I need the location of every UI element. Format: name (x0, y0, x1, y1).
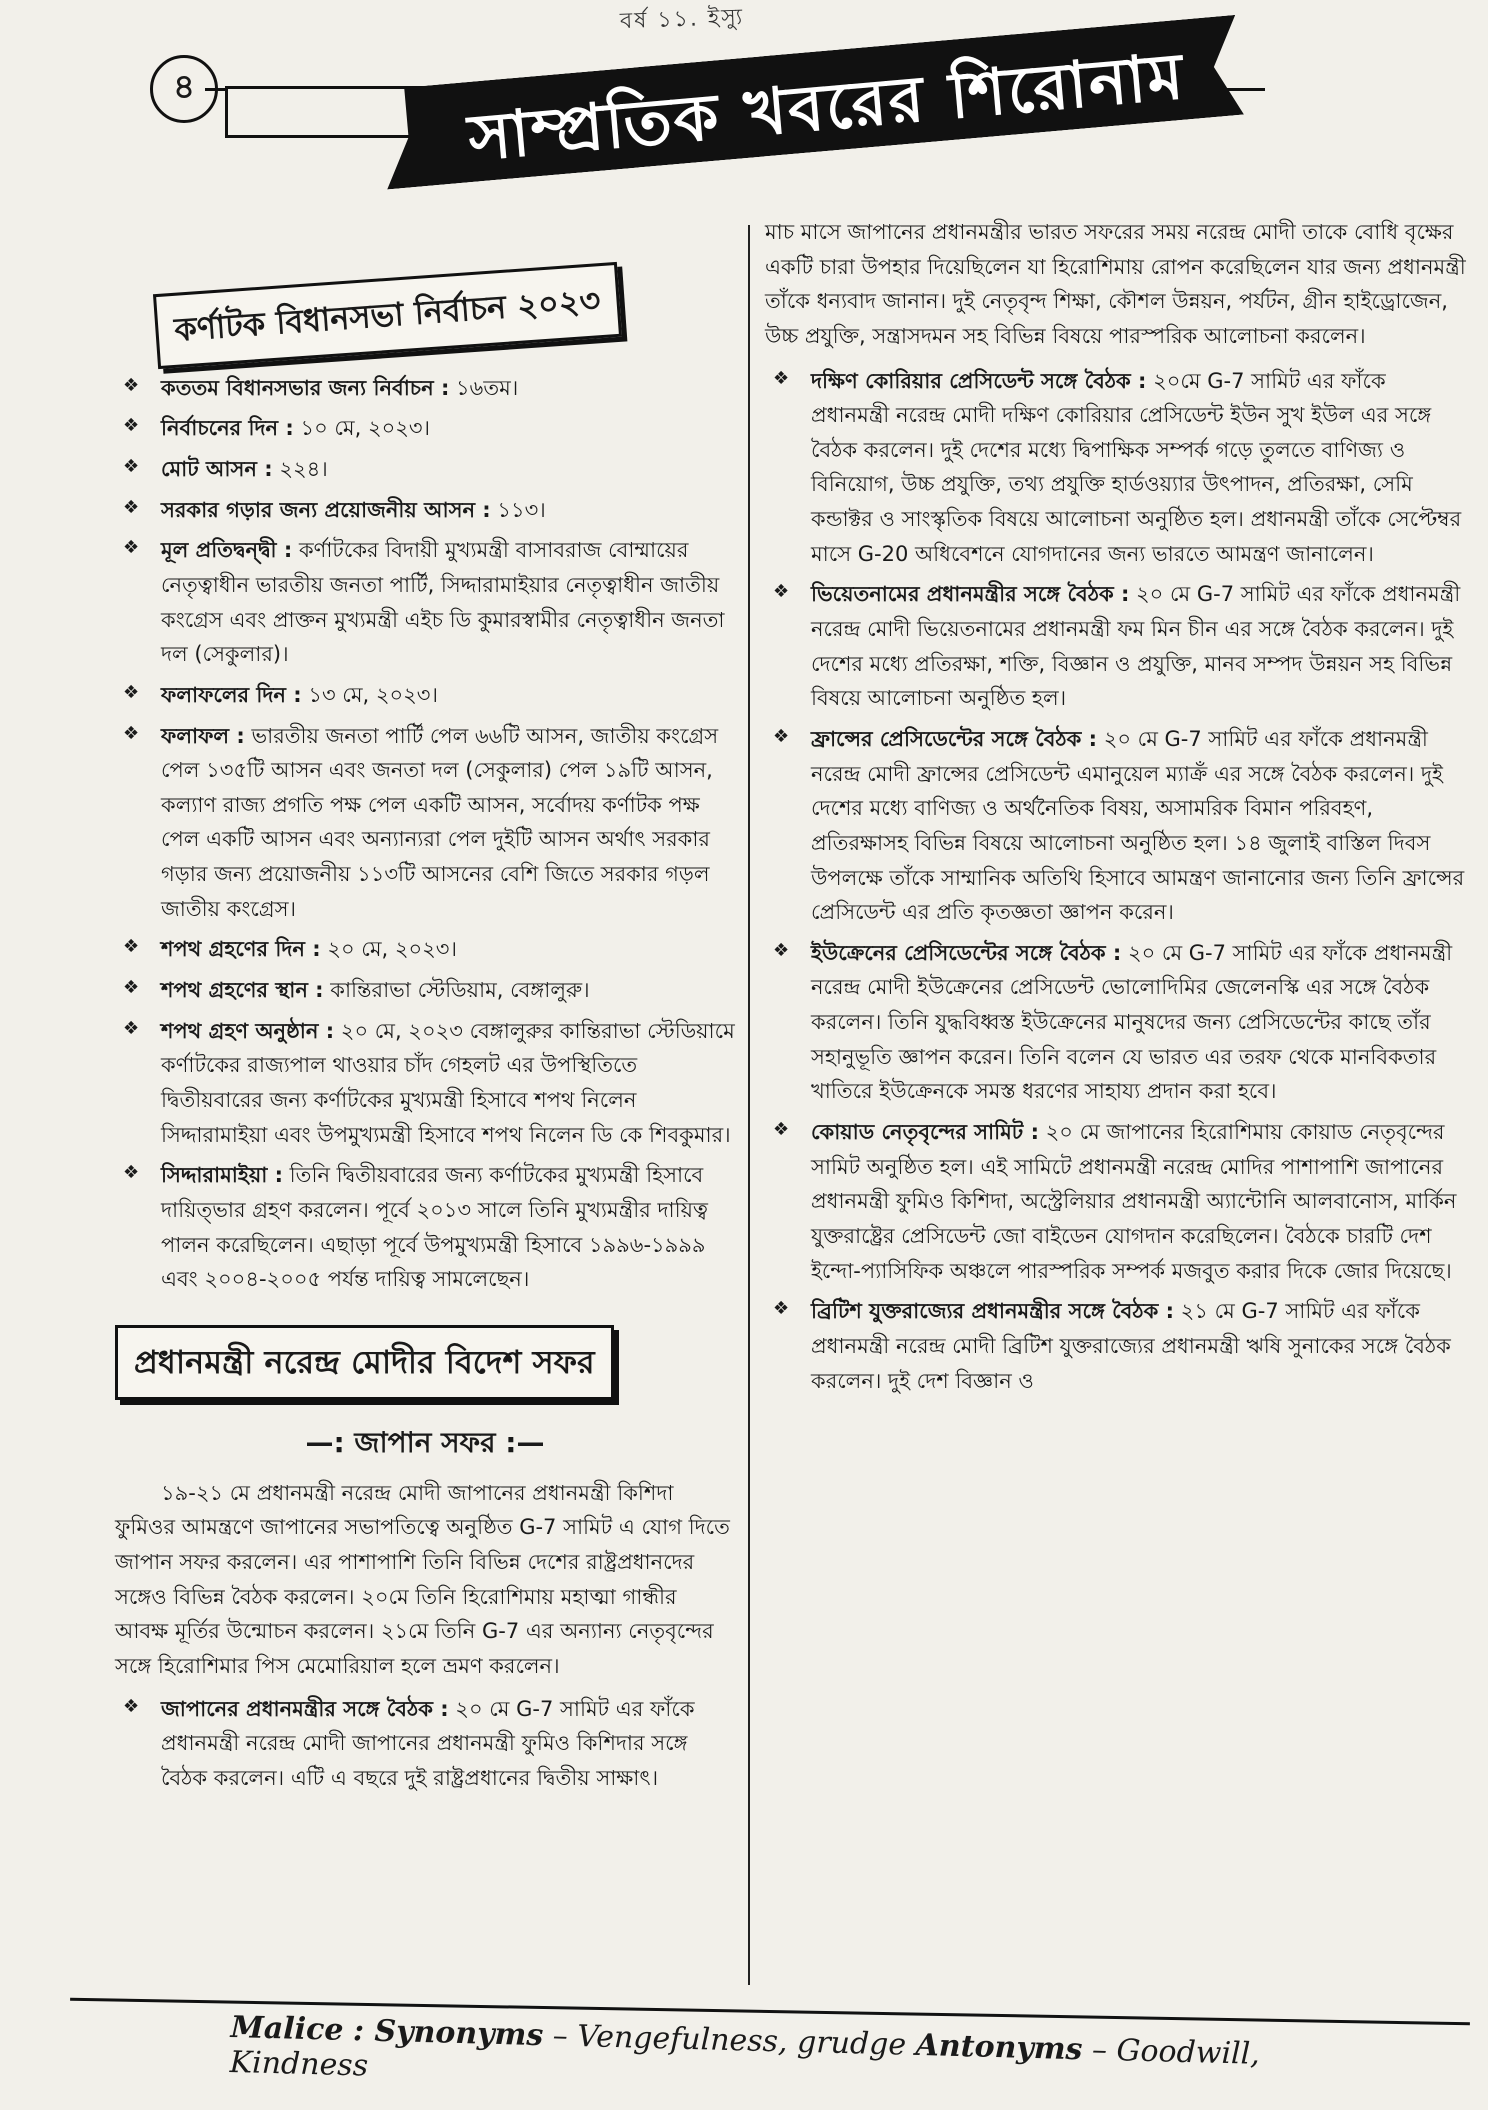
karnataka-section-title: কর্ণাটক বিধানসভা নির্বাচন ২০২৩ (153, 262, 622, 369)
fact-value: ভারতীয় জনতা পার্টি পেল ৬৬টি আসন, জাতীয় কংগ্রেস পেল ১৩৫টি আসন এবং জনতা দল (সেকুলার) পেল ১৯টি আসন, কল্যাণ রাজ্য প্রগতি পক্ষ পেল একটি আসন, সর্বোদয় কর্ণাটক পক্ষ পেল একটি আসন এবং অন্যান্যরা পেল দুইটি আসন অর্থাৎ সরকার গড়ার জন্য প্রয়োজনীয় ১১৩টি আসনের বেশি জিতে সরকার গড়ল জাতীয় কংগ্রেস। (161, 723, 719, 921)
list-item (765, 936, 1470, 1109)
list-item (115, 1158, 735, 1297)
fact-value: ১০ মে, ২০২৩। (293, 416, 431, 441)
meeting-key: ইউক্রেনের প্রেসিডেন্টের সঙ্গে বৈঠক : (811, 940, 1122, 965)
synonyms-values: – Vengefulness, grudge (552, 2018, 907, 2063)
fact-key: মোট আসন : (161, 457, 273, 482)
list-item (115, 932, 735, 967)
list-item (115, 678, 735, 713)
fact-key: সিদ্দারামাইয়া : (161, 1163, 283, 1188)
list-item (115, 452, 735, 487)
fact-value: ২২৪। (272, 457, 328, 482)
right-column (765, 215, 1470, 1404)
meeting-value: ২০ মে G-7 সামিট এর ফাঁকে প্রধানমন্ত্রী নরেন্দ্র মোদী ফ্রান্সের প্রেসিডেন্ট এমানুয়েল ম্যাক্রঁ এর সঙ্গে বৈঠক করলেন। দুই দেশের মধ্যে বাণিজ্য ও অর্থনৈতিক বিষয়, অসামরিক বিমান পরিবহণ, প্রতিরক্ষাসহ বিভিন্ন বিষয়ে আলোচনা অনুষ্ঠিত হল। ১৪ জুলাই বাস্তিল দিবস উপলক্ষে তাঁকে সাম্মানিক অতিথি হিসাবে আমন্ত্রণ জানানোর জন্য তিনি ফ্রান্সের প্রেসিডেন্ট এর প্রতি কৃতজ্ঞতা জ্ঞাপন করেন। (811, 726, 1465, 925)
fact-key: সরকার গড়ার জন্য প্রয়োজনীয় আসন : (161, 497, 491, 522)
fact-value: কান্তিরাভা স্টেডিয়াম, বেঙ্গালুরু। (323, 978, 590, 1003)
list-item (115, 1692, 735, 1796)
list-item (115, 411, 735, 446)
vocab-word: Malice (230, 2009, 344, 2048)
vocabulary-footer: Malice : Synonyms – Vengefulness, grudge Antonyms – Goodwill, Kindness (229, 2009, 1261, 2084)
fact-key: ফলাফলের দিন : (161, 682, 302, 707)
meeting-value: ২১ মে G-7 সামিট এর ফাঁকে প্রধানমন্ত্রী নরেন্দ্র মোদী ব্রিটিশ যুক্তরাজ্যের প্রধানমন্ত্রী ঋষি সুনাকের সঙ্গে বৈঠক করলেন। দুই দেশ বিজ্ঞান ও (811, 1299, 1451, 1393)
list-item (115, 493, 735, 528)
banner-title: সাম্প্রতিক খবরের শিরোনাম (465, 39, 1188, 177)
fact-value: ১৬তম। (449, 375, 519, 400)
meeting-key: ভিয়েতনামের প্রধানমন্ত্রীর সঙ্গে বৈঠক : (811, 582, 1130, 607)
modi-trip-section-title: প্রধানমন্ত্রী নরেন্দ্র মোদীর বিদেশ সফর (115, 1325, 614, 1400)
fact-key: কততম বিধানসভার জন্য নির্বাচন : (161, 375, 450, 400)
list-item (115, 371, 735, 406)
fact-key: শপথ গ্রহণ অনুষ্ঠান : (161, 1018, 335, 1043)
list-item (115, 973, 735, 1008)
fact-value: তিনি দ্বিতীয়বারের জন্য কর্ণাটকের মুখ্যমন্ত্রী হিসাবে দায়িত্ভার গ্রহণ করলেন। পূর্বে ২০১৩ সালে তিনি মুখ্যমন্ত্রীর দায়িত্ব পালন করেছিলেন। এছাড়া পূর্বে উপমুখ্যমন্ত্রী হিসাবে ১৯৯৬-১৯৯৯ এবং ২০০৪-২০০৫ পর্যন্ত দায়িত্ব সামলেছেন। (161, 1163, 708, 1292)
meeting-value: ২০ মে G-7 সামিট এর ফাঁকে প্রধানমন্ত্রী নরেন্দ্র মোদী জাপানের প্রধানমন্ত্রী ফুমিও কিশিদার সঙ্গে বৈঠক করলেন। এটি এ বছরে দুই রাষ্ট্রপ্রধানের দ্বিতীয় সাক্ষাৎ। (161, 1696, 695, 1790)
list-item (765, 1294, 1470, 1398)
list-item (765, 1115, 1470, 1288)
japan-trip-subtitle: —: জাপান সফর :— (305, 1425, 545, 1459)
headline-banner (375, 0, 1275, 199)
list-item (765, 364, 1470, 572)
issue-strip: বর্ষ ১১. ইস্যু (619, 4, 745, 35)
meeting-key: ব্রিটিশ যুক্তরাজ্যের প্রধানমন্ত্রীর সঙ্গে বৈঠক : (811, 1299, 1174, 1324)
fact-key: ফলাফল : (161, 723, 245, 748)
meeting-key: ফ্রান্সের প্রেসিডেন্টের সঙ্গে বৈঠক : (811, 726, 1098, 751)
japan-meeting-continued: মাচ মাসে জাপানের প্রধানমন্ত্রীর ভারত সফরের সময় নরেন্দ্র মোদী তাকে বোধি বৃক্ষের একটি চারা উপহার দিয়েছিলেন যা হিরোশিমায় রোপন করেছিলেন যার জন্য প্রধানমন্ত্রী তাঁকে ধন্যবাদ জানান। দুই নেতৃবৃন্দ শিক্ষা, কৌশল উন্নয়ন, পর্যটন, গ্রীন হাইড্রোজেন, উচ্চ প্রযুক্তি, সন্ত্রাসদমন সহ বিভিন্ন বিষয়ে পারস্পরিক আলোচনা করলেন। (765, 220, 1466, 348)
antonyms-label: Antonyms (915, 2027, 1083, 2068)
fact-value: ১৩ মে, ২০২৩। (301, 682, 438, 707)
fact-key: শপথ গ্রহণের স্থান : (161, 978, 324, 1003)
meeting-key: কোয়াড নেতৃবৃন্দের সামিট : (811, 1120, 1039, 1145)
meeting-value: ২০ মে G-7 সামিট এর ফাঁকে প্রধানমন্ত্রী নরেন্দ্র মোদী ভিয়েতনামের প্রধানমন্ত্রী ফম মিন চীন এর সঙ্গে বৈঠক করলেন। দুই দেশের মধ্যে প্রতিরক্ষা, শক্তি, বিজ্ঞান ও প্রযুক্তি, মানব সম্পদ উন্নয়ন সহ বিভিন্ন বিষয়ে আলোচনা অনুষ্ঠিত হল। (811, 582, 1461, 711)
fact-key: মূল প্রতিদ্বন্দ্বী : (161, 538, 293, 563)
fact-value: ২০ মে, ২০২৩ বেঙ্গালুরুর কান্তিরাভা স্টেডিয়ামে কর্ণাটকের রাজ্যপাল থাওয়ার চাঁদ গেহলট এর উপস্থিতিতে দ্বিতীয়বারের জন্য কর্ণাটকের মুখ্যমন্ত্রী হিসাবে শপথ নিলেন সিদ্দারামাইয়া এবং উপমুখ্যমন্ত্রী হিসাবে শপথ নিলেন ডি কে শিবকুমার। (161, 1018, 735, 1147)
meeting-key: জাপানের প্রধানমন্ত্রীর সঙ্গে বৈঠক : (161, 1696, 449, 1721)
g7-meetings-list (765, 364, 1470, 1399)
fact-key: শপথ গ্রহণের দিন : (161, 937, 321, 962)
japan-trip-intro: ১৯-২১ মে প্রধানমন্ত্রী নরেন্দ্র মোদী জাপানের প্রধানমন্ত্রী কিশিদা ফুমিওর আমন্ত্রণে জাপানের সভাপতিত্বে অনুষ্ঠিত G-7 সামিট এ যোগ দিতে জাপান সফর করলেন। এর পাশাপাশি তিনি বিভিন্ন দেশের রাষ্ট্রপ্রধানদের সঙ্গেও বিভিন্ন বৈঠক করলেন। ২০মে তিনি হিরোশিমায় মহাত্মা গান্ধীর আবক্ষ মূর্তির উন্মোচন করলেন। ২১মে তিনি G-7 এর অন্যান্য নেতৃবৃন্দের সঙ্গে হিরোশিমার পিস মেমোরিয়াল হলে ভ্রমণ করলেন। (115, 1480, 730, 1678)
list-item (115, 1014, 735, 1153)
antonyms-values: – Goodwill, Kindness (229, 2032, 1261, 2084)
synonyms-label: Synonyms (374, 2013, 544, 2054)
list-item (765, 577, 1470, 716)
karnataka-facts-list (115, 371, 735, 1297)
list-item (115, 533, 735, 672)
list-item (115, 719, 735, 927)
meeting-value: ২০ মে G-7 সামিট এর ফাঁকে প্রধানমন্ত্রী নরেন্দ্র মোদী ইউক্রেনের প্রেসিডেন্ট ভোলোদিমির জেলেনস্কি এর সঙ্গে বৈঠক করলেন। তিনি যুদ্ধবিধ্বস্ত ইউক্রেনের মানুষদের জন্য প্রেসিডেন্টের কাছে তাঁর সহানুভূতি জ্ঞাপন করেন। তিনি বলেন যে ভারত এর তরফ থেকে মানবিকতার খাতিরে ইউক্রেনকে সমস্ত ধরণের সাহায্য প্রদান করা হবে। (811, 940, 1453, 1104)
meeting-key: দক্ষিণ কোরিয়ার প্রেসিডেন্ট সঙ্গে বৈঠক : (811, 368, 1147, 393)
fact-value: কর্ণাটকের বিদায়ী মুখ্যমন্ত্রী বাসাবরাজ বোম্মায়ের নেতৃত্বাধীন ভারতীয় জনতা পার্টি, সিদ্দারামাইয়ার নেতৃত্বাধীন জাতীয় কংগ্রেস এবং প্রাক্তন মুখ্যমন্ত্রী এইচ ডি কুমারস্বামীর নেতৃত্বাধীন জনতা দল (সেকুলার)। (161, 538, 725, 667)
left-column (115, 250, 735, 1802)
fact-key: নির্বাচনের দিন : (161, 416, 294, 441)
page-number: ৪ (150, 55, 218, 123)
japan-meetings-list (115, 1692, 735, 1796)
list-item (765, 722, 1470, 930)
column-divider (748, 225, 750, 1985)
fact-value: ২০ মে, ২০২৩। (320, 937, 457, 962)
fact-value: ১১৩। (490, 497, 546, 522)
meeting-value: ২০ মে জাপানের হিরোশিমায় কোয়াড নেতৃবৃন্দের সামিট অনুষ্ঠিত হল। এই সামিটে প্রধানমন্ত্রী নরেন্দ্র মোদির পাশাপাশি জাপানের প্রধানমন্ত্রী ফুমিও কিশিদা, অস্ট্রেলিয়ার প্রধানমন্ত্রী অ্যান্টোনি আলবানোস, মার্কিন যুক্তরাষ্ট্রের প্রেসিডেন্ট জো বাইডেন যোগদান করেছিলেন। বৈঠকে চারটি দেশ ইন্দো-প্যাসিফিক অঞ্চলে পারস্পরিক সম্পর্ক মজবুত করার দিকে জোর দিয়েছে। (811, 1120, 1457, 1283)
meeting-value: ২০মে G-7 সামিট এর ফাঁকে প্রধানমন্ত্রী নরেন্দ্র মোদী দক্ষিণ কোরিয়ার প্রেসিডেন্ট ইউন সুখ ইউল এর সঙ্গে বৈঠক করলেন। দুই দেশের মধ্যে দ্বিপাক্ষিক সম্পর্ক গড়ে তুলতে বাণিজ্য ও বিনিয়োগ, উচ্চ প্রযুক্তি, তথ্য প্রযুক্তি হার্ডওয়্যার উৎপাদন, প্রতিরক্ষা, সেমি কন্ডাক্টর ও সাংস্কৃতিক বিষয়ে আলোচনা অনুষ্ঠিত হল। প্রধানমন্ত্রী তাঁকে সেপ্টেম্বর মাসে G-20 অধিবেশনে যোগদানের জন্য ভারতে আমন্ত্রণ জানালেন। (811, 368, 1462, 566)
